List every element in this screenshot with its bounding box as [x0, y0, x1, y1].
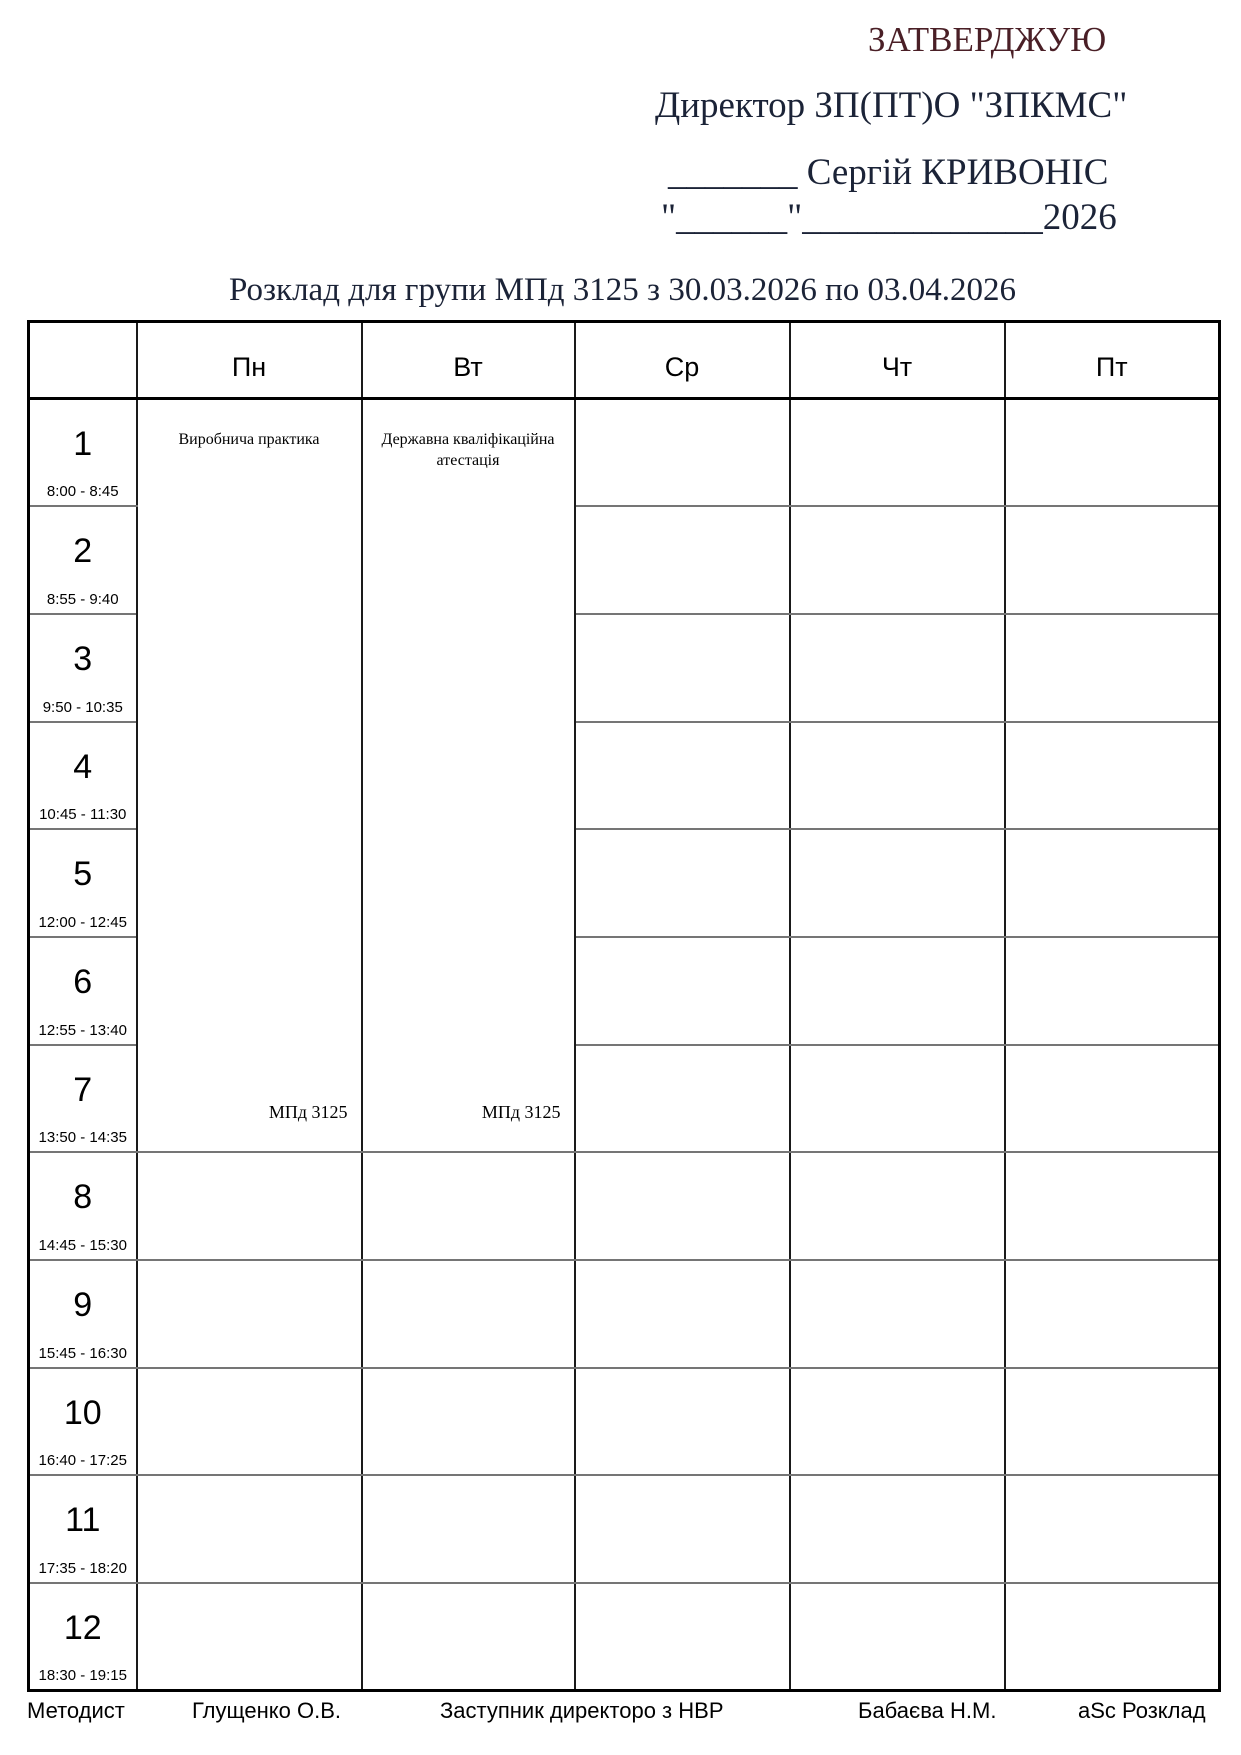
empty-lesson-cell — [137, 1152, 362, 1260]
period-cell-5 — [29, 829, 137, 937]
period-number: 8 — [73, 1178, 93, 1217]
empty-lesson-cell — [575, 1368, 790, 1476]
period-number: 4 — [73, 747, 93, 786]
empty-lesson-cell — [790, 1152, 1005, 1260]
approval-director-line: Директор ЗП(ПТ)О "ЗПКМС" — [655, 85, 1128, 126]
empty-lesson-cell — [575, 829, 790, 937]
day-header-mon: Пн — [137, 322, 362, 399]
period-time: 16:40 - 17:25 — [38, 1452, 127, 1470]
empty-lesson-cell — [1005, 829, 1220, 937]
empty-lesson-cell — [790, 937, 1005, 1045]
period-time: 15:45 - 16:30 — [38, 1344, 127, 1362]
period-cell-1 — [29, 399, 137, 507]
empty-lesson-cell — [362, 1583, 575, 1691]
empty-lesson-cell — [1005, 1045, 1220, 1153]
corner-cell — [29, 322, 137, 399]
period-time: 9:50 - 10:35 — [42, 698, 123, 716]
period-number: 7 — [73, 1070, 93, 1109]
period-row-11 — [29, 1475, 1220, 1583]
empty-lesson-cell — [790, 506, 1005, 614]
period-number: 1 — [73, 425, 93, 463]
empty-lesson-cell — [790, 614, 1005, 722]
period-time: 14:45 - 15:30 — [38, 1237, 127, 1254]
monday-subject: Виробнича практика — [178, 431, 320, 448]
empty-lesson-cell — [362, 1368, 575, 1476]
period-cell-2 — [29, 506, 137, 614]
footer-name-methodist: Глущенко О.В. — [192, 1698, 341, 1723]
period-row-1 — [29, 399, 1220, 507]
period-cell-8 — [29, 1152, 137, 1260]
empty-lesson-cell — [362, 1475, 575, 1583]
empty-lesson-cell — [137, 1583, 362, 1691]
empty-lesson-cell — [790, 1583, 1005, 1691]
period-number: 2 — [73, 532, 93, 571]
empty-lesson-cell — [137, 1368, 362, 1476]
period-number: 12 — [63, 1609, 102, 1648]
period-cell-3 — [29, 614, 137, 722]
period-time: 12:55 - 13:40 — [38, 1021, 127, 1039]
empty-lesson-cell — [1005, 937, 1220, 1045]
period-cell-7 — [29, 1045, 137, 1153]
monday-group: МПд 3125 — [268, 1102, 348, 1123]
empty-lesson-cell — [137, 1260, 362, 1368]
footer-role-methodist: Методист — [27, 1698, 125, 1723]
period-time: 10:45 - 11:30 — [39, 806, 127, 824]
footer-name-deputy-director: Бабаєва Н.М. — [858, 1698, 997, 1723]
tuesday-group: МПд 3125 — [481, 1102, 561, 1123]
empty-lesson-cell — [790, 829, 1005, 937]
empty-lesson-cell — [790, 1368, 1005, 1476]
empty-lesson-cell — [575, 506, 790, 614]
page-title: Розклад для групи МПд 3125 з 30.03.2026 по 03.04.2026 — [228, 272, 1017, 308]
period-cell-6 — [29, 937, 137, 1045]
period-cell-12 — [29, 1583, 137, 1691]
period-number: 3 — [73, 639, 93, 678]
tuesday-lesson-block — [362, 399, 575, 1153]
period-number: 5 — [73, 855, 93, 894]
period-row-9 — [29, 1260, 1220, 1368]
period-cell-4 — [29, 722, 137, 830]
empty-lesson-cell — [1005, 1368, 1220, 1476]
empty-lesson-cell — [137, 1475, 362, 1583]
period-time: 13:50 - 14:35 — [38, 1129, 127, 1147]
footer-asc-brand: aSc Розклад — [1078, 1698, 1206, 1723]
empty-lesson-cell — [575, 1045, 790, 1153]
period-time: 17:35 - 18:20 — [38, 1560, 127, 1578]
period-time: 8:55 - 9:40 — [46, 590, 119, 608]
empty-lesson-cell — [1005, 506, 1220, 614]
period-row-10 — [29, 1368, 1220, 1476]
empty-lesson-cell — [790, 399, 1005, 507]
empty-lesson-cell — [1005, 1583, 1220, 1691]
empty-lesson-cell — [362, 1260, 575, 1368]
approval-date-line: "______"_____________2026 — [661, 197, 1117, 238]
monday-lesson-block — [137, 399, 362, 1153]
day-header-row — [29, 322, 1220, 399]
period-time: 8:00 - 8:45 — [46, 483, 119, 501]
empty-lesson-cell — [1005, 1475, 1220, 1583]
day-header-fri: Пт — [1005, 322, 1220, 399]
empty-lesson-cell — [790, 1045, 1005, 1153]
period-cell-11 — [29, 1475, 137, 1583]
approval-stamp: ЗАТВЕРДЖУЮ — [868, 20, 1107, 59]
empty-lesson-cell — [790, 1260, 1005, 1368]
empty-lesson-cell — [790, 722, 1005, 830]
empty-lesson-cell — [1005, 1152, 1220, 1260]
empty-lesson-cell — [1005, 614, 1220, 722]
empty-lesson-cell — [575, 1260, 790, 1368]
period-number: 9 — [73, 1286, 93, 1324]
empty-lesson-cell — [575, 1152, 790, 1260]
schedule-table — [27, 320, 1221, 1692]
period-cell-10 — [29, 1368, 137, 1476]
empty-lesson-cell — [362, 1152, 575, 1260]
empty-lesson-cell — [1005, 722, 1220, 830]
period-number: 10 — [63, 1393, 102, 1432]
day-header-tue: Вт — [362, 322, 575, 399]
period-number: 11 — [65, 1501, 101, 1540]
day-header-thu: Чт — [790, 322, 1005, 399]
period-number: 6 — [73, 962, 93, 1001]
empty-lesson-cell — [575, 722, 790, 830]
approval-signature-line: _______ Сергій КРИВОНІС — [668, 152, 1109, 193]
period-row-12 — [29, 1583, 1220, 1691]
empty-lesson-cell — [790, 1475, 1005, 1583]
empty-lesson-cell — [1005, 1260, 1220, 1368]
tuesday-subject: Державна кваліфікаційна атестація — [381, 431, 555, 469]
period-row-8 — [29, 1152, 1220, 1260]
footer-role-deputy-director: Заступник директоро з НВР — [440, 1698, 724, 1723]
empty-lesson-cell — [575, 1583, 790, 1691]
period-cell-9 — [29, 1260, 137, 1368]
empty-lesson-cell — [1005, 399, 1220, 507]
empty-lesson-cell — [575, 399, 790, 507]
period-time: 12:00 - 12:45 — [38, 913, 127, 931]
empty-lesson-cell — [575, 614, 790, 722]
period-time: 18:30 - 19:15 — [38, 1667, 127, 1685]
day-header-wed: Ср — [575, 322, 790, 399]
empty-lesson-cell — [575, 1475, 790, 1583]
empty-lesson-cell — [575, 937, 790, 1045]
